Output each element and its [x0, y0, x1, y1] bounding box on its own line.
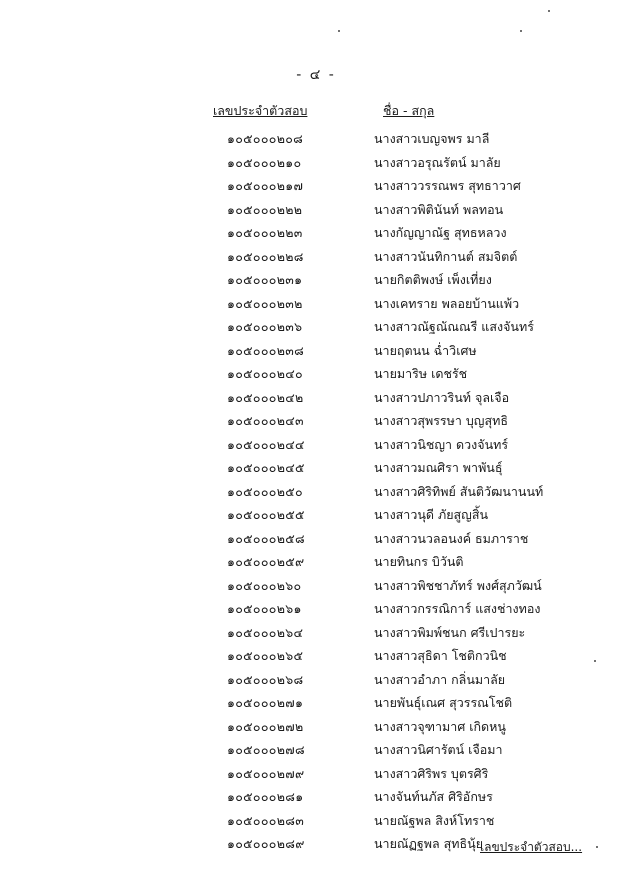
list-item: [0, 762, 632, 786]
list-item: [0, 386, 632, 410]
exam-id: ๑๐๕๐๐๐๒๓๘: [227, 342, 305, 358]
exam-id: ๑๐๕๐๐๐๒๗๒: [227, 718, 304, 734]
page-number: - ๔ -: [296, 67, 336, 83]
list-item: [0, 151, 632, 175]
candidate-name: นายกิตติพงษ์ เพ็งเที่ยง: [374, 272, 492, 288]
exam-id: ๑๐๕๐๐๐๒๖๕: [227, 648, 304, 664]
list-item: [0, 574, 632, 598]
scan-speck: [520, 30, 522, 32]
exam-id: ๑๐๕๐๐๐๒๓๑: [227, 272, 303, 288]
candidate-name: นางสาวนิศารัตน์ เจือมา: [374, 742, 503, 758]
list-item: [0, 456, 632, 480]
list-item: [0, 644, 632, 668]
candidate-name: นางสาวณัฐณัณณรี แสงจันทร์: [374, 319, 534, 335]
candidate-name: นายฤตนน ฉ่ำวิเศษ: [374, 342, 477, 358]
list-item: [0, 292, 632, 316]
continuation-label: เลขประจำตัวสอบ...: [480, 840, 583, 854]
exam-id: ๑๐๕๐๐๐๒๕๘: [227, 530, 305, 546]
exam-id: ๑๐๕๐๐๐๒๒๒: [227, 201, 303, 217]
candidate-name: นายพันธุ์เณศ สุวรรณโชติ: [374, 695, 513, 711]
list-item: [0, 715, 632, 739]
list-item: [0, 621, 632, 645]
candidate-name: นางสาวศิริพร บุตรศิริ: [374, 765, 489, 781]
list-item: [0, 433, 632, 457]
candidate-name: นางสาวจุฑามาศ เกิดหนู: [374, 718, 506, 734]
candidate-list: [0, 127, 632, 856]
candidate-name: นางสาวอำภา กลิ่นมาลัย: [374, 671, 506, 687]
candidate-name: นายทินกร บิวันติ: [374, 554, 464, 570]
exam-id: ๑๐๕๐๐๐๒๖๑: [227, 601, 302, 617]
list-item: [0, 597, 632, 621]
exam-id: ๑๐๕๐๐๐๒๔๓: [227, 413, 304, 429]
candidate-name: นางจันท์นภัส ศิริอักษร: [374, 789, 493, 805]
table-header: [0, 101, 632, 121]
exam-id: ๑๐๕๐๐๐๒๘๓: [227, 812, 305, 828]
exam-id: ๑๐๕๐๐๐๒๓๒: [227, 295, 303, 311]
list-item: [0, 174, 632, 198]
exam-id: ๑๐๕๐๐๐๒๔๒: [227, 389, 304, 405]
candidate-name: นางสาวนิชญา ดวงจันทร์: [374, 436, 509, 452]
exam-id: ๑๐๕๐๐๐๒๒๘: [227, 248, 304, 264]
list-item: [0, 315, 632, 339]
candidate-name: นางสาวพิชชาภัทร์ พงศ์สุภวัฒน์: [374, 577, 542, 593]
scan-speck: [548, 10, 550, 12]
column-header-exam-id: เลขประจำตัวสอบ: [213, 103, 308, 118]
list-item: [0, 480, 632, 504]
list-item: [0, 527, 632, 551]
scan-speck: [596, 846, 598, 848]
candidate-name: นางสาววรรณพร สุทธาวาศ: [374, 178, 521, 194]
list-item: [0, 550, 632, 574]
exam-id: ๑๐๕๐๐๐๒๕๕: [227, 507, 305, 523]
exam-id: ๑๐๕๐๐๐๒๔๐: [227, 366, 303, 382]
list-item: [0, 362, 632, 386]
exam-id: ๑๐๕๐๐๐๒๑๐: [227, 154, 302, 170]
exam-id: ๑๐๕๐๐๐๒๔๔: [227, 436, 305, 452]
candidate-name: นางสาวเบญจพร มาลี: [374, 131, 490, 146]
list-item: [0, 503, 632, 527]
exam-id: ๑๐๕๐๐๐๒๓๖: [227, 319, 303, 335]
scan-speck: [594, 660, 596, 662]
list-item: [0, 691, 632, 715]
exam-id: ๑๐๕๐๐๐๒๕๙: [227, 554, 305, 570]
candidate-name: นางสาวปภาวรินท์ จุลเจือ: [374, 389, 510, 405]
exam-id: ๑๐๕๐๐๐๒๗๙: [227, 765, 305, 781]
candidate-name: นางเคทราย พลอยบ้านแพ้ว: [374, 295, 520, 311]
list-item: [0, 127, 632, 151]
list-item: [0, 268, 632, 292]
exam-id: ๑๐๕๐๐๐๒๑๗: [227, 178, 304, 194]
candidate-name: นางสาวสุพรรษา บุญสุทธิ: [374, 413, 508, 429]
exam-id: ๑๐๕๐๐๐๒๐๘: [227, 131, 304, 146]
list-item: [0, 785, 632, 809]
exam-id: ๑๐๕๐๐๐๒๒๓: [227, 225, 303, 241]
candidate-name: นายมาริษ เดชรัช: [374, 366, 468, 382]
exam-id: ๑๐๕๐๐๐๒๘๑: [227, 789, 304, 805]
exam-id: ๑๐๕๐๐๐๒๕๐: [227, 483, 303, 499]
candidate-name: นางสาวนวลอนงค์ ธมภาราช: [374, 530, 529, 546]
candidate-name: นางสาวมณศิรา พาพันธุ์: [374, 460, 503, 476]
list-item: [0, 809, 632, 833]
candidate-name: นางสาวพิมพ์ชนก ศรีเปารยะ: [374, 624, 526, 640]
candidate-name: นางสาวสุธิดา โชติกวนิช: [374, 648, 507, 664]
exam-id: ๑๐๕๐๐๐๒๔๕: [227, 460, 305, 476]
exam-id: ๑๐๕๐๐๐๒๖๐: [227, 577, 302, 593]
list-item: [0, 198, 632, 222]
candidate-name: นายณัฏฐพล สุทธินุ้ย: [374, 836, 484, 852]
list-item: [0, 221, 632, 245]
candidate-name: นางสาวศิริทิพย์ สันติวัฒนานนท์: [374, 483, 544, 499]
exam-id: ๑๐๕๐๐๐๒๗๘: [227, 742, 305, 758]
candidate-name: นางสาวนุดี ภัยสูญสิ้น: [374, 507, 488, 523]
exam-id: ๑๐๕๐๐๐๒๗๑: [227, 695, 304, 711]
candidate-name: นางสาวนันทิกานต์ สมจิตต์: [374, 248, 518, 264]
exam-id: ๑๐๕๐๐๐๒๖๔: [227, 624, 304, 640]
exam-id: ๑๐๕๐๐๐๒๖๘: [227, 671, 304, 687]
scan-speck: [338, 30, 340, 32]
list-item: [0, 738, 632, 762]
exam-id: ๑๐๕๐๐๐๒๘๙: [227, 836, 305, 852]
candidate-name: นายณัฐพล สิงห์โทราช: [374, 812, 495, 828]
list-item: [0, 245, 632, 269]
list-item: [0, 668, 632, 692]
candidate-name: นางสาวอรุณรัตน์ มาลัย: [374, 154, 501, 170]
column-header-name: ชื่อ - สกุล: [383, 103, 435, 118]
list-item: [0, 339, 632, 363]
candidate-name: นางสาวพิตินันท์ พลทอน: [374, 201, 504, 217]
candidate-name: นางสาวกรรณิการ์ แสงช่างทอง: [374, 601, 541, 617]
candidate-name: นางกัญญาณัฐ สุทธหลวง: [374, 225, 507, 241]
list-item: [0, 409, 632, 433]
